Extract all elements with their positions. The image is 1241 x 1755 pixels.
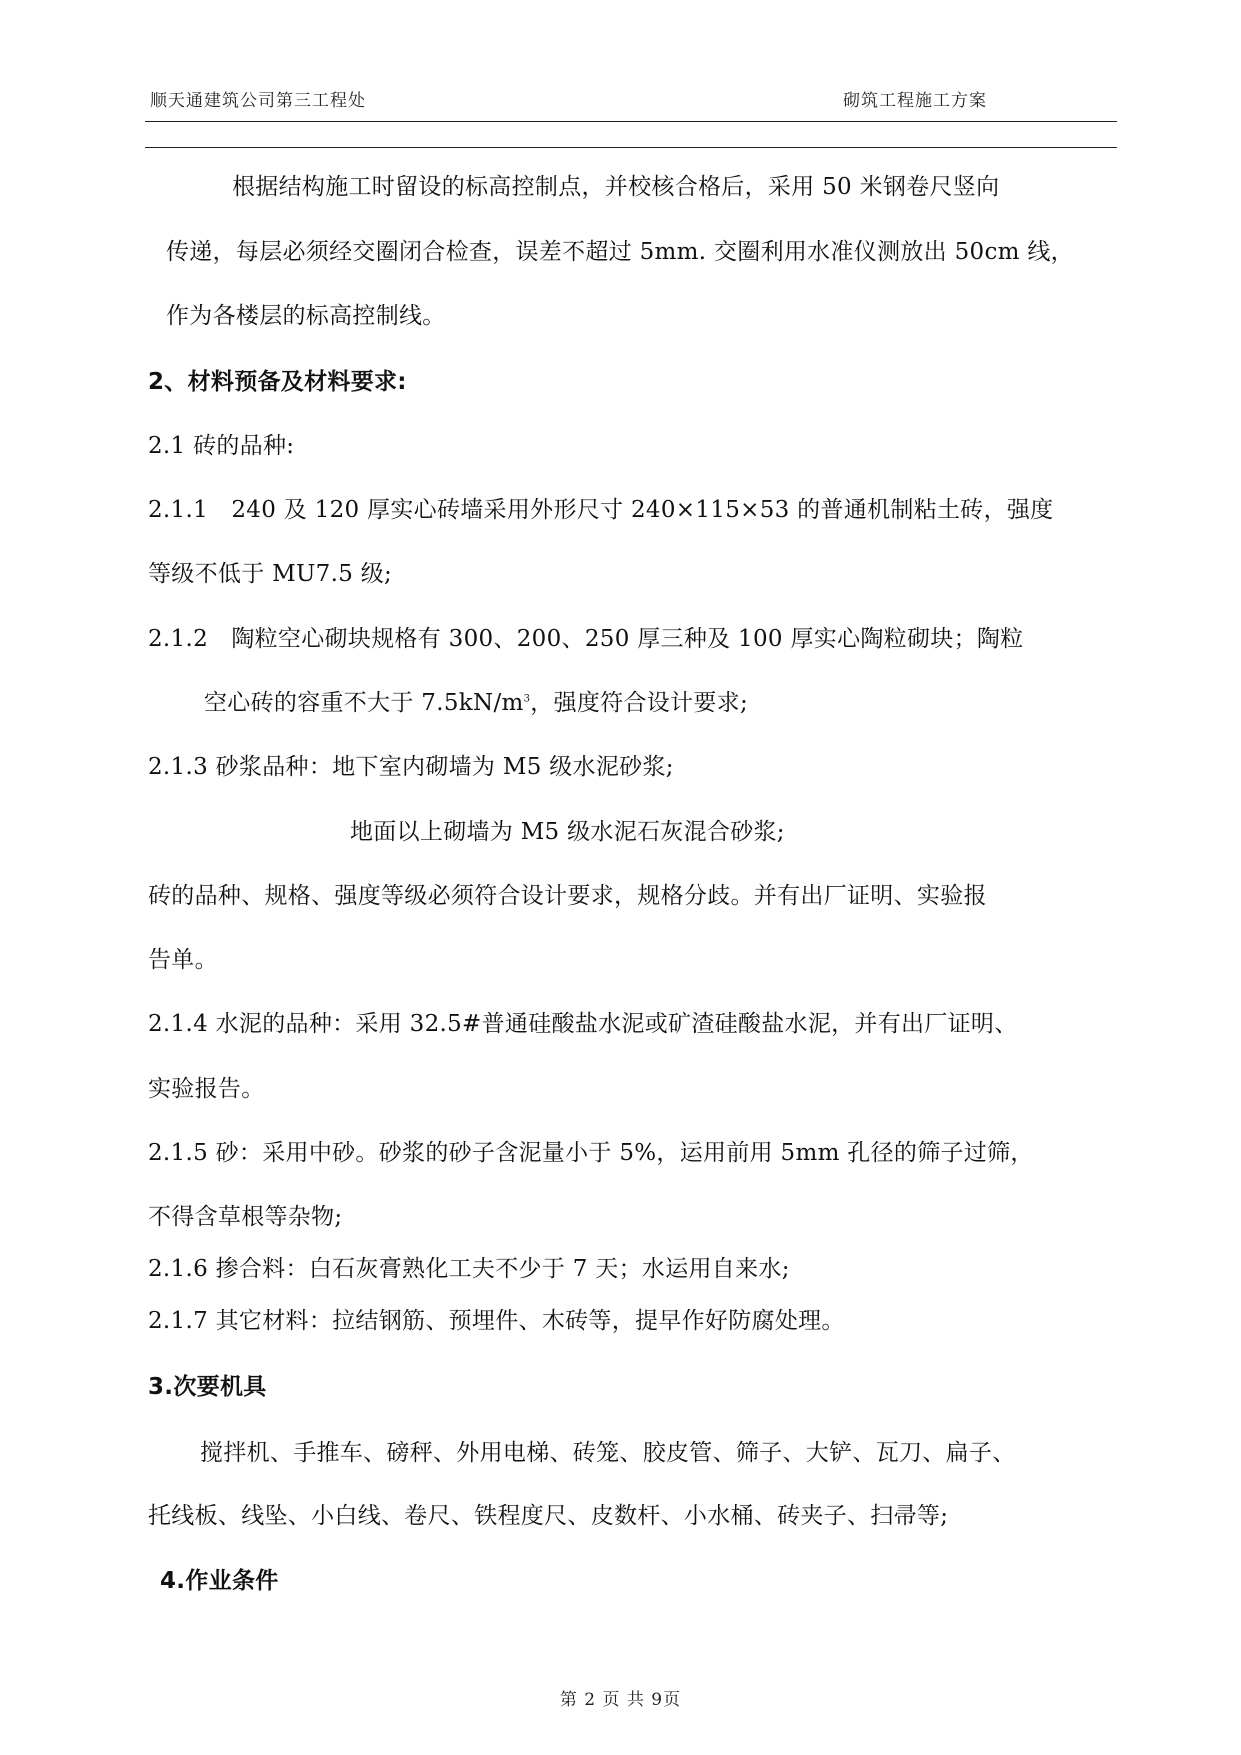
header-rule-bottom <box>145 147 1117 148</box>
superscript-3: 3 <box>523 693 531 705</box>
section-2-1-3-line-2: 地面以上砌墙为 M5 级水泥石灰混合砂浆; <box>350 819 785 845</box>
section-2-heading: 2、材料预备及材料要求: <box>148 369 407 395</box>
section-2-1-1-line-2: 等级不低于 MU7.5 级; <box>148 561 393 587</box>
section-4-heading: 4.作业条件 <box>160 1568 279 1594</box>
section-2-1-6: 2.1.6 掺合料：白石灰膏熟化工夫不少于 7 天；水运用自来水; <box>148 1256 790 1282</box>
section-2-1-5-line-1: 2.1.5 砂：采用中砂。砂浆的砂子含泥量小于 5%，运用前用 5mm 孔径的筛子过筛， <box>148 1140 1034 1166</box>
header-document-title: 砌筑工程施工方案 <box>843 91 987 111</box>
para-1-line-3: 作为各楼层的标高控制线。 <box>166 303 446 329</box>
section-2-1-2-line-2b: ，强度符合设计要求; <box>530 690 749 716</box>
section-2-1-2-line-2 <box>204 684 748 717</box>
para-3-line-1: 搅拌机、手推车、磅秤、外用电梯、砖笼、胶皮管、筛子、大铲、瓦刀、扁子、 <box>200 1440 1016 1466</box>
section-2-1-4-line-1: 2.1.4 水泥的品种：采用 32.5#普通硅酸盐水泥或矿渣硅酸盐水泥，并有出厂证明、 <box>148 1011 1018 1037</box>
para-2-line-1: 砖的品种、规格、强度等级必须符合设计要求，规格分歧。并有出厂证明、实验报 <box>148 883 987 909</box>
para-1-line-2: 传递，每层必须经交圈闭合检查，误差不超过 5mm. 交圈利用水准仪测放出 50cm 线， <box>166 239 1074 265</box>
para-3-line-2: 托线板、线坠、小白线、卷尺、铁程度尺、皮数杆、小水桶、砖夹子、扫帚等; <box>148 1503 949 1529</box>
section-2-1-2-line-2a: 空心砖的容重不大于 7.5kN/m <box>204 690 524 716</box>
para-1-line-1: 根据结构施工时留设的标高控制点，并校核合格后，采用 50 米钢卷尺竖向 <box>232 174 1000 200</box>
section-2-1-5-line-2: 不得含草根等杂物; <box>148 1204 343 1230</box>
section-2-1-4-line-2: 实验报告。 <box>148 1076 265 1102</box>
section-3-heading: 3.次要机具 <box>148 1374 267 1400</box>
header-rule-top <box>145 121 1117 122</box>
section-2-1-1-line-1: 2.1.1 240 及 120 厚实心砖墙采用外形尺寸 240×115×53 的普通机制粘土砖，强度 <box>148 497 1054 523</box>
page-number: 第 2 页 共 9页 <box>559 1690 682 1710</box>
section-2-1-3-line-1: 2.1.3 砂浆品种：地下室内砌墙为 M5 级水泥砂浆; <box>148 754 674 780</box>
header-company: 顺天通建筑公司第三工程处 <box>150 91 366 111</box>
section-2-1-7: 2.1.7 其它材料：拉结钢筋、预埋件、木砖等，提早作好防腐处理。 <box>148 1308 845 1334</box>
section-2-1: 2.1 砖的品种: <box>148 433 295 459</box>
section-2-1-2-line-1: 2.1.2 陶粒空心砌块规格有 300、200、250 厚三种及 100 厚实心陶粒砌块；陶粒 <box>148 626 1024 652</box>
para-2-line-2: 告单。 <box>148 947 218 973</box>
